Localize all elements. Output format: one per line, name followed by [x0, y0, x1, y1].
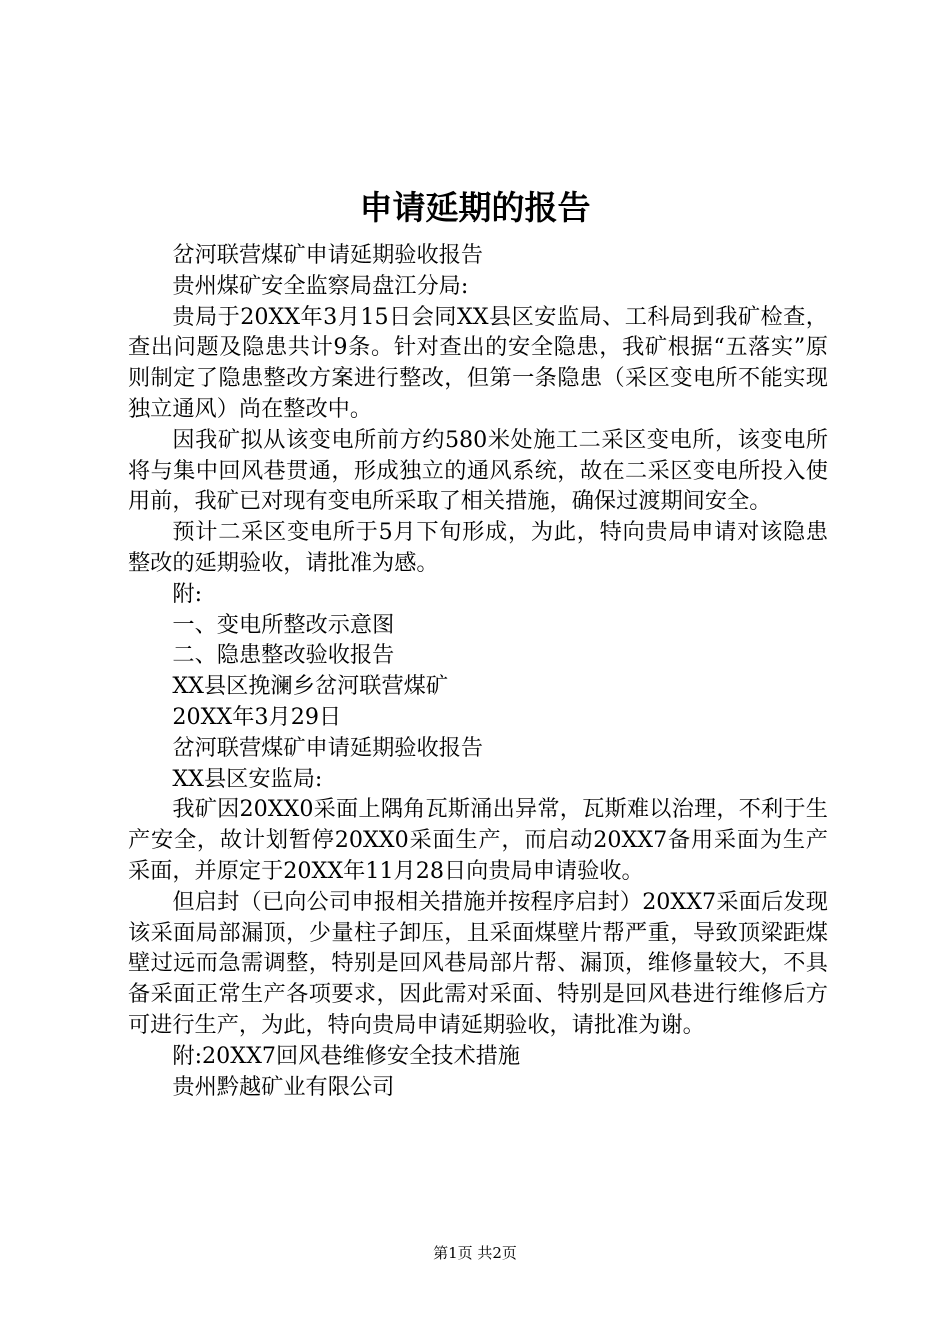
document-title: 申请延期的报告	[359, 188, 591, 227]
paragraph: 预计二采区变电所于5月下旬形成，为此，特向贵局申请对该隐患整改的延期验收，请批准为感。	[128, 519, 828, 576]
signature-date: 20XX年3月29日	[172, 703, 342, 730]
attachment-item: 二、隐患整改验收报告	[172, 642, 395, 669]
paragraph: 但启封（已向公司申报相关措施并按程序启封）20XX7采面后发现该采面局部漏顶，少量柱子卸压，且采面煤壁片帮严重，导致顶梁距煤壁过远而急需调整，特别是回风巷局部片帮、漏顶，维修量较大，不具备采面正常生产各项要求，因此需对采面、特别是回风巷进行维修后方可进行生产，为此，特向贵局申请延期验收，请批准为谢。	[128, 888, 828, 1038]
paragraph: 贵局于20XX年3月15日会同XX县区安监局、工科局到我矿检查，查出问题及隐患共计9条。针对查出的安全隐患，我矿根据“五落实”原则制定了隐患整改方案进行整改，但第一条隐患（采区变电所不能实现独立通风）尚在整改中。	[128, 303, 828, 422]
attachment-label: 附:	[172, 580, 203, 607]
paragraph-heading-1: 岔河联营煤矿申请延期验收报告	[172, 242, 484, 268]
attachment-item: 一、变电所整改示意图	[172, 611, 395, 638]
signature-org: 贵州黔越矿业有限公司	[172, 1073, 395, 1100]
paragraph-heading-2: 岔河联营煤矿申请延期验收报告	[172, 734, 484, 761]
signature-org: XX县区挽澜乡岔河联营煤矿	[172, 673, 449, 700]
paragraph-addressee-2: XX县区安监局:	[172, 765, 323, 792]
paragraph: 我矿因20XX0采面上隅角瓦斯涌出异常，瓦斯难以治理，不利于生产安全，故计划暂停20XX0采面生产，而启动20XX7备用采面为生产采面，并原定于20XX年11月28日向贵局申请验收。	[128, 796, 828, 884]
attachment-item: 附:20XX7回风巷维修安全技术措施	[172, 1042, 521, 1069]
page-number: 第1页 共2页	[433, 1244, 517, 1262]
paragraph-addressee-1: 贵州煤矿安全监察局盘江分局:	[172, 272, 469, 299]
paragraph: 因我矿拟从该变电所前方约580米处施工二采区变电所，该变电所将与集中回风巷贯通，形成独立的通风系统，故在二采区变电所投入使用前，我矿已对现有变电所采取了相关措施，确保过渡期间安全。	[128, 426, 828, 515]
document-body	[128, 240, 828, 1102]
